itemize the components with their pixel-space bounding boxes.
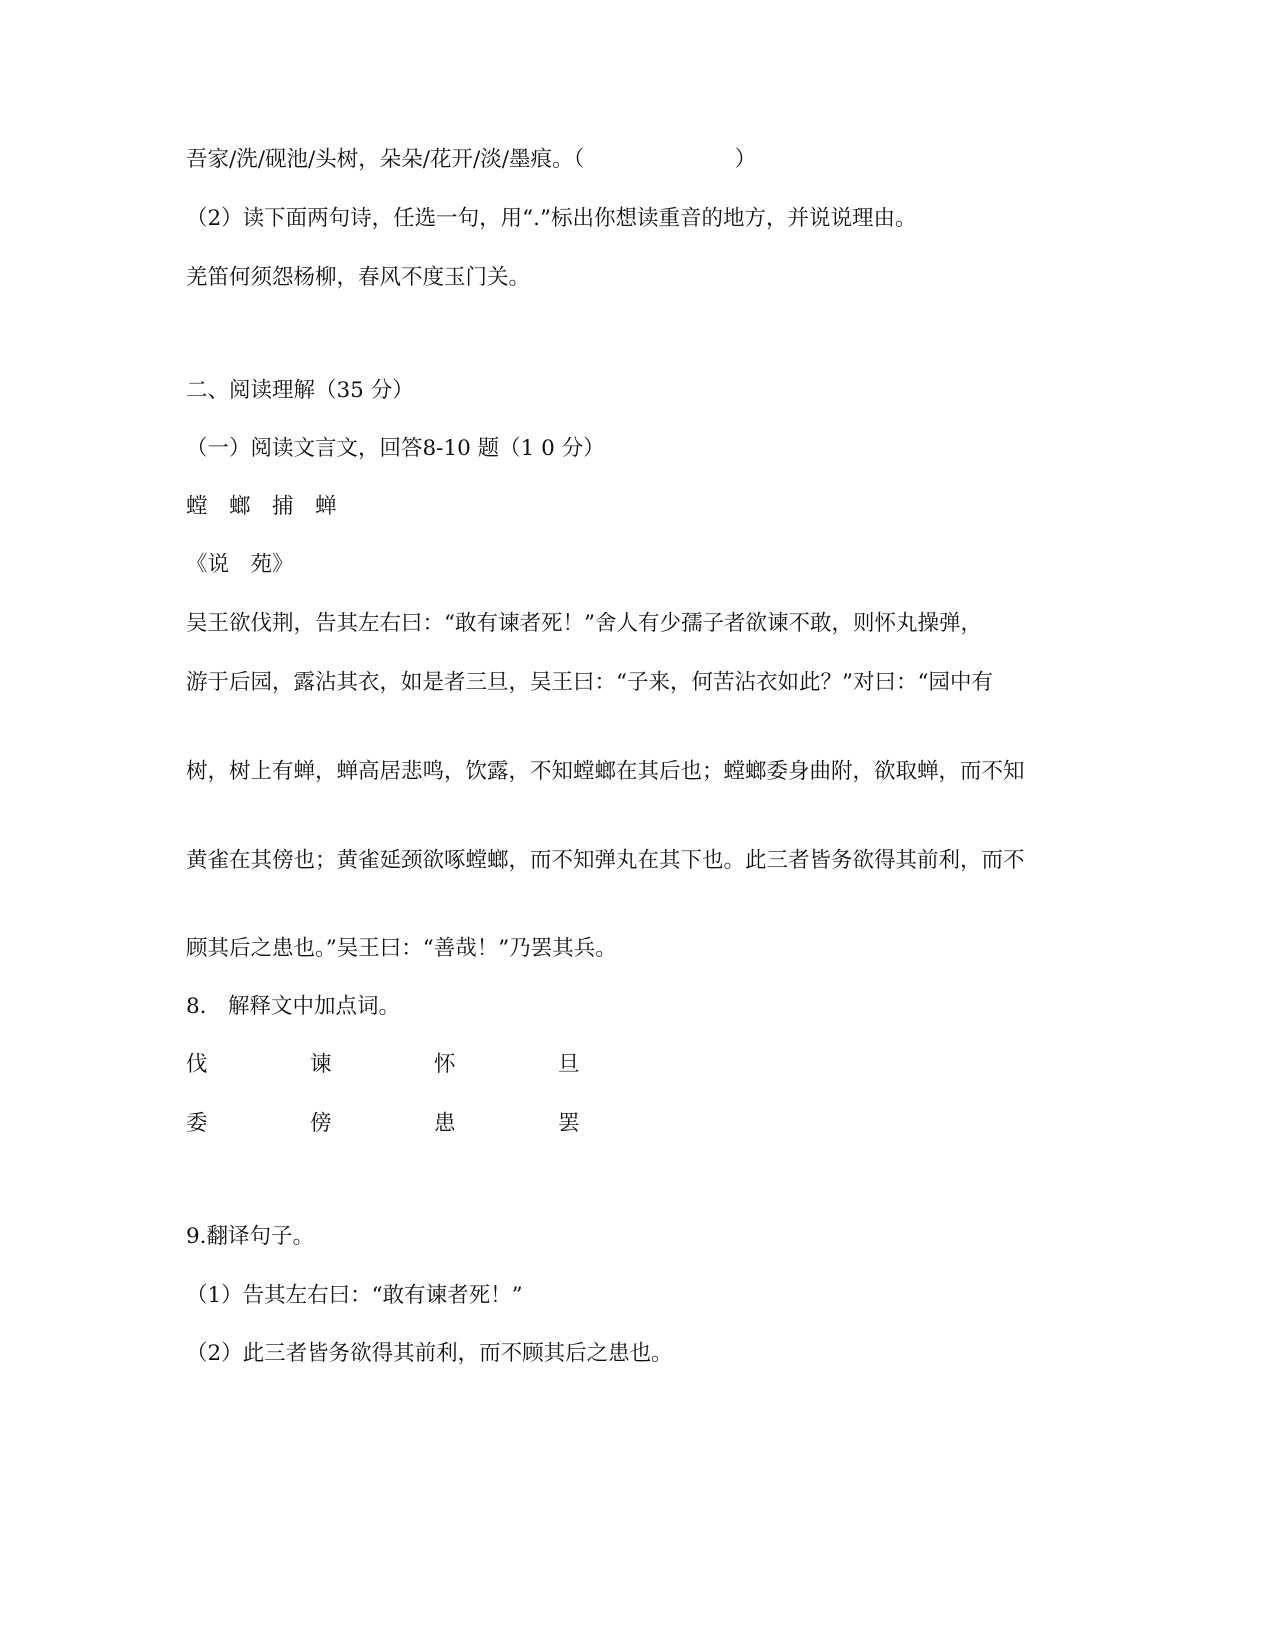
question-7-2: （2）读下面两句诗，任选一句，用“.”标出你想读重音的地方，并说说理由。	[186, 206, 917, 231]
passage-title: 螳 螂 捕 蝉	[186, 494, 337, 519]
passage-line-3: 树，树上有蝉，蝉高居悲鸣，饮露，不知螳螂在其后也；螳螂委身曲附，欲取蝉，而不知	[186, 759, 1025, 784]
poem-pause-line: 吾家/洗/砚池/头树，朵朵/花开/淡/墨痕。（ ）	[186, 147, 757, 172]
passage-source: 《说 苑》	[186, 552, 294, 577]
question-9-1: （1）告其左右曰：“敢有谏者死！”	[186, 1283, 523, 1308]
vocab-row-1	[186, 1049, 682, 1080]
poem-line: 羌笛何须怨杨柳，春风不度玉门关。	[186, 265, 531, 290]
question-9-2: （2）此三者皆务欲得其前利，而不顾其后之患也。	[186, 1341, 673, 1366]
vocab-word: 傍	[310, 1111, 332, 1136]
vocab-word: 旦	[558, 1052, 580, 1077]
vocab-word: 伐	[186, 1052, 208, 1077]
passage-line-5: 顾其后之患也。”吴王曰：“善哉！”乃罢其兵。	[186, 936, 617, 961]
passage-line-2: 游于后园，露沾其衣，如是者三旦，吴王曰：“子来，何苦沾衣如此？”对曰：“园中有	[186, 670, 993, 695]
vocab-word: 怀	[434, 1052, 456, 1077]
vocab-word: 委	[186, 1111, 208, 1136]
subsection-title: （一）阅读文言文，回答8-10 题（1 0 分）	[186, 436, 605, 461]
question-9: 9.翻译句子。	[186, 1224, 315, 1249]
vocab-word: 罢	[558, 1111, 580, 1136]
passage-line-1: 吴王欲伐荆，告其左右曰：“敢有谏者死！”舍人有少孺子者欲谏不敢，则怀丸操弹，	[186, 611, 982, 636]
vocab-row-2	[186, 1108, 682, 1139]
passage-line-4: 黄雀在其傍也；黄雀延颈欲啄螳螂，而不知弹丸在其下也。此三者皆务欲得其前利，而不	[186, 848, 1025, 873]
question-8: 8. 解释文中加点词。	[186, 994, 401, 1019]
vocab-word: 谏	[310, 1052, 332, 1077]
vocab-word: 患	[434, 1111, 456, 1136]
section-title: 二、阅读理解（35 分）	[186, 378, 414, 403]
